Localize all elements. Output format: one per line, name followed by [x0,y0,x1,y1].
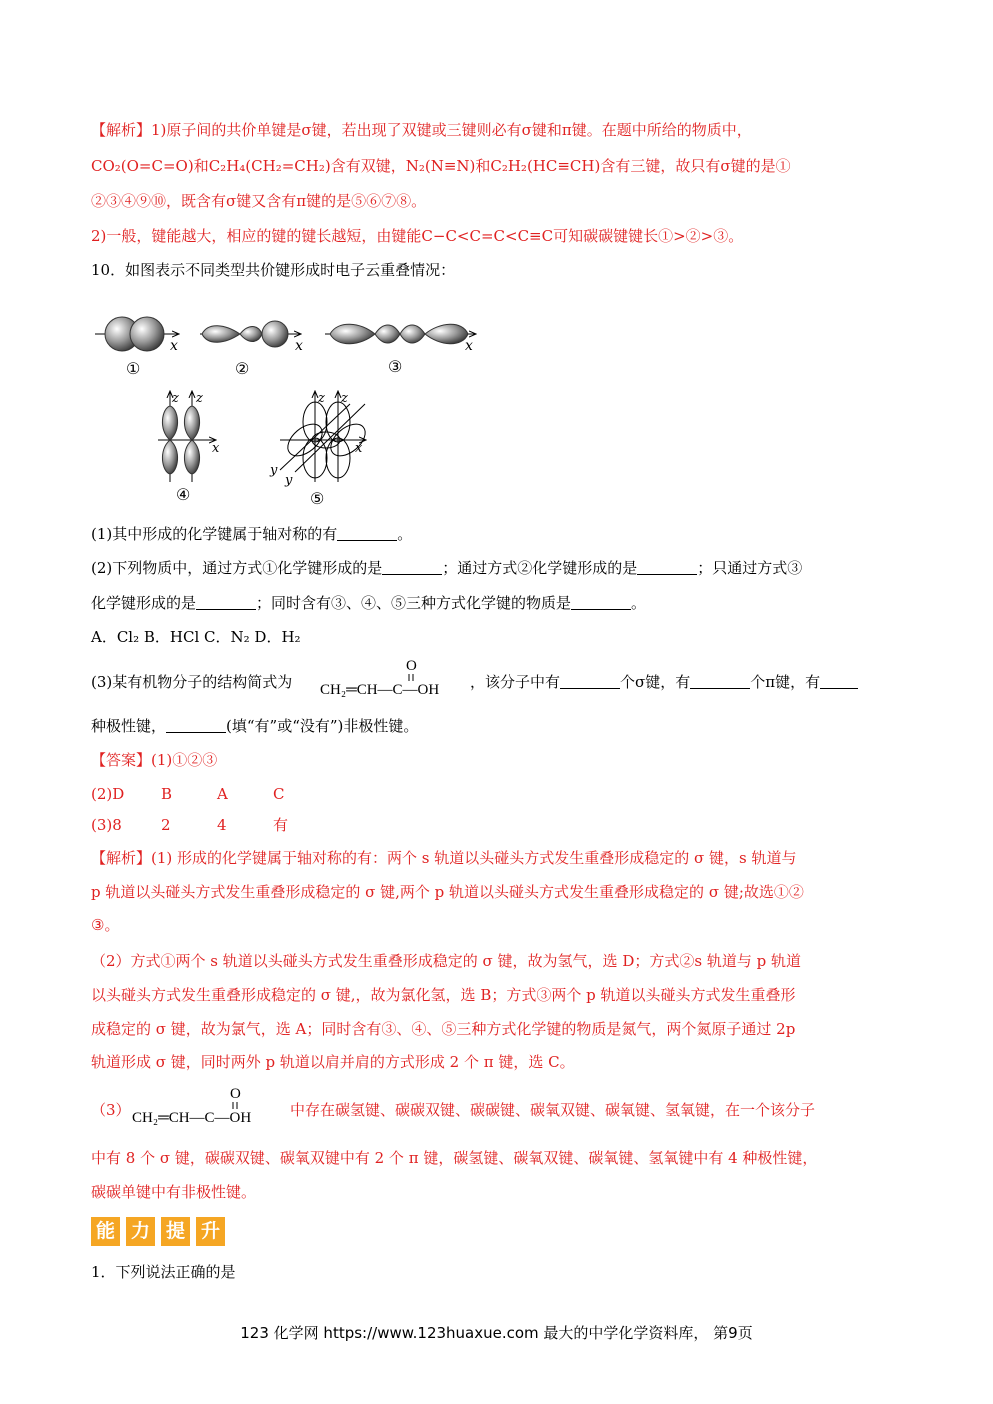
section-badge-4: 升 [196,1217,225,1246]
q1-blank[interactable] [337,524,397,541]
analysis-p2-l3: 成稳定的 σ 键，故为氯气，选 A；同时含有③、④、⑤三种方式化学键的物质是氮气，两个氮原子通过 2p [91,1020,796,1038]
analysis-p3-l3: 碳碳单键中有非极性键。 [91,1183,257,1201]
overlap-3-p-p [325,324,475,376]
next-question: 1．下列说法正确的是 [91,1263,236,1281]
question-10-part2-line2 [91,593,646,613]
figure-label-2: ② [235,359,250,378]
q2-blank-3[interactable] [196,593,256,610]
question-10-part1 [91,524,412,544]
q3-text-d: 个π键，有 [750,673,821,691]
answer-3-1: (3)8 [91,816,122,834]
axis-z-label-4a: z [172,391,179,406]
answer-3-4: 有 [273,816,289,834]
analysis-prev-line2: CO₂(O=C=O)和C₂H₄(CH₂=CH₂)含有双键，N₂(N≡N)和C₂H₂(HC≡CH)含有三键，故只有σ键的是① [91,157,791,175]
q2-text-d: 化学键形成的是 [91,594,197,612]
structure-oxygen-2: O [230,1086,241,1102]
analysis-p1-l2: p 轨道以头碰头方式发生重叠形成稳定的 σ 键,两个 p 轨道以头碰头方式发生重叠形成稳定的 σ 键;故选①② [91,883,804,901]
figure-label-1: ① [126,359,141,378]
analysis-p1-l1: 【解析】(1) 形成的化学键属于轴对称的有：两个 s 轨道以头碰头方式发生重叠形成稳定的 σ 键，s 轨道与 [91,849,797,867]
analysis-prev-line4: 2)一般，键能越大，相应的键的键长越短，由键能C−C<C=C<C≡C可知碳碳键键长①>②>③。 [91,227,744,245]
analysis-p2-l4: 轨道形成 σ 键，同时两外 p 轨道以肩并肩的方式形成 2 个 π 键，选 C。 [91,1053,575,1071]
q3-text-f: (填“有”或“没有”)非极性键。 [226,717,419,735]
analysis-p3-prefix: （3） [91,1101,131,1119]
overlap-5-combined [280,392,371,482]
figure-label-5: ⑤ [310,489,325,508]
answer-2-4: C [273,785,285,803]
axis-y-label-5a: y [270,463,278,478]
overlap-4-pi [158,391,220,504]
axis-z-label-4b: z [196,391,203,406]
answer-2-3: A [217,785,228,803]
section-badge-2: 力 [126,1217,155,1246]
q2-blank-1[interactable] [382,558,442,575]
question-10-stem: 10．如图表示不同类型共价键形成时电子云重叠情况： [91,261,456,279]
answer-3-3: 4 [217,816,227,834]
axis-x-label-5: x [355,441,363,456]
q1-text: (1)其中形成的化学键属于轴对称的有 [91,525,338,543]
section-badge-1: 能 [91,1217,120,1246]
question-10-options: A．Cl₂ B．HCl C．N₂ D．H₂ [91,628,301,646]
axis-x-label-1: x [170,338,178,354]
axis-x-label-3: x [465,338,473,354]
figure-label-4: ④ [176,485,191,504]
orbital-overlap-figure [90,312,490,512]
q3-text-a: (3)某有机物分子的结构简式为 [91,673,293,691]
q3-blank-1[interactable] [560,672,620,689]
q2-blank-2[interactable] [637,558,697,575]
answer-2-1: (2)D [91,785,125,803]
page-footer: 123 化学网 https://www.123huaxue.com 最大的中学化学资料库， 第9页 [240,1324,753,1342]
axis-z-label-5a: z [318,391,325,406]
q1-end: 。 [397,525,413,543]
axis-x-label-2: x [295,338,303,354]
analysis-p1-l3: ③。 [91,916,120,934]
q2-text-c: ；只通过方式③ [697,559,803,577]
analysis-prev-line1: 【解析】1)原子间的共价单键是σ键，若出现了双键或三键则必有σ键和π键。在题中所给的物质中， [91,121,752,139]
structure-chain-1: CH₂═CH—C—OH [320,682,440,698]
analysis-prev-line3: ②③④⑨⑩，既含有σ键又含有π键的是⑤⑥⑦⑧。 [91,192,427,210]
q2-text-b: ；通过方式②化学键形成的是 [442,559,638,577]
answer-line1: 【答案】(1)①②③ [91,751,218,769]
question-10-part3-line2 [91,716,418,736]
q2-text-a: (2)下列物质中，通过方式①化学键形成的是 [91,559,383,577]
q3-text-e: 种极性键， [91,717,167,735]
q3-text-b: ，该分子中有 [470,673,561,691]
overlap-1-s-s [95,317,178,378]
q3-blank-3[interactable] [820,672,858,689]
axis-x-label-4: x [212,441,220,456]
axis-z-label-5b: z [341,391,348,406]
answer-line2 [91,784,284,804]
structure-chain-2: CH₂═CH—C—OH [132,1110,252,1126]
q3-blank-2[interactable] [690,672,750,689]
q3-text-c: 个σ键，有 [620,673,691,691]
structure-oxygen-1: O [406,658,417,674]
q2-blank-4[interactable] [571,593,631,610]
question-10-part3-line1b [470,672,858,692]
overlap-2-s-p [200,321,303,378]
acrylic-acid-structure-2 [132,1084,292,1126]
answer-2-2: B [161,785,173,803]
acrylic-acid-structure-1 [320,656,470,698]
analysis-p2-l2: 以头碰头方式发生重叠形成稳定的 σ 键,，故为氯化氢，选 B；方式③两个 p 轨道以头碰头方式发生重叠形 [91,986,796,1004]
q2-text-e: ；同时含有③、④、⑤三种方式化学键的物质是 [256,594,572,612]
analysis-p3-l1: 中存在碳氢键、碳碳双键、碳碳键、碳氧双键、碳氧键、氢氧键，在一个该分子 [290,1101,816,1119]
answer-3-2: 2 [161,816,171,834]
question-10-part3-line1 [91,672,292,692]
q3-blank-4[interactable] [166,716,226,733]
analysis-p2-l1: （2）方式①两个 s 轨道以头碰头方式发生重叠形成稳定的 σ 键，故为氢气，选 D；方式②s 轨道与 p 轨道 [91,952,801,970]
question-10-part2-line1 [91,558,802,578]
section-badge-3: 提 [161,1217,190,1246]
answer-line3 [91,815,288,835]
axis-y-label-5b: y [285,473,293,488]
figure-label-3: ③ [388,357,403,376]
q2-text-f: 。 [631,594,647,612]
analysis-p3-l2: 中有 8 个 σ 键，碳碳双键、碳氧双键中有 2 个 π 键，碳氢键、碳氧双键、碳氧键、氢氧键中有 4 种极性键， [91,1149,818,1167]
